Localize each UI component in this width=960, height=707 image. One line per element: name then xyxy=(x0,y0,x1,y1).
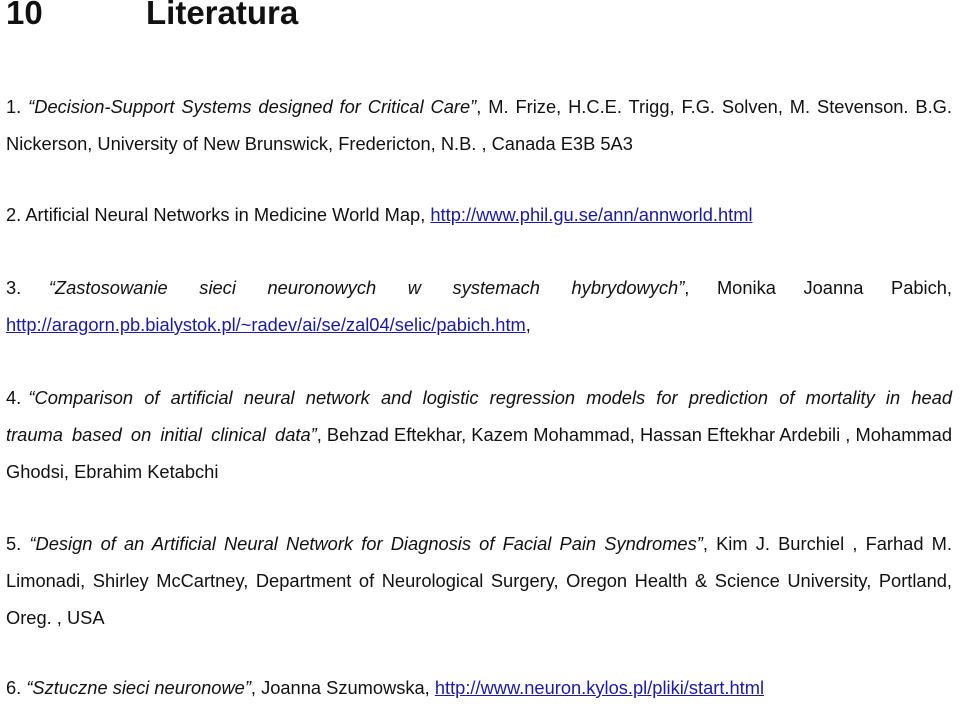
reference-number: 3. xyxy=(6,277,22,298)
reference-number: 2. xyxy=(6,204,22,225)
reference-title: “Design of an Artificial Neural Network for Diagnosis of Facial Pain Syndromes” xyxy=(29,533,703,554)
reference-item xyxy=(6,380,952,490)
reference-title: “Sztuczne sieci neuronowe” xyxy=(26,677,251,698)
reference-title: “Comparison of artificial neural network and logistic regression models for prediction of mortality in head trauma based on initial clinical data” xyxy=(6,387,952,445)
reference-details: , M. Frize, H.C.E. Trigg, F.G. Solven, M. Stevenson. B.G. Nickerson, University of New Brunswick, Fredericton, N.B. , Canada E3B 5A3 xyxy=(6,96,952,154)
reference-details: , Monika Joanna Pabich, xyxy=(684,277,952,298)
reference-link[interactable]: http://www.phil.gu.se/ann/annworld.html xyxy=(430,204,753,225)
reference-link[interactable]: http://www.neuron.kylos.pl/pliki/start.html xyxy=(434,677,765,698)
reference-number: 4. xyxy=(6,387,22,408)
reference-link[interactable]: http://aragorn.pb.bialystok.pl/~radev/ai/se/zal04/selic/pabich.htm xyxy=(6,313,526,335)
reference-title: “Zastosowanie sieci neuronowych w systemach hybrydowych” xyxy=(48,277,685,298)
reference-item xyxy=(6,670,952,707)
reference-title: “Decision-Support Systems designed for Critical Care” xyxy=(28,96,477,117)
section-number: 10 xyxy=(6,0,43,31)
reference-number: 6. xyxy=(6,677,22,698)
reference-number: 1. xyxy=(6,96,22,117)
reference-details: , Joanna Szumowska, xyxy=(250,677,430,698)
reference-item xyxy=(6,197,952,234)
reference-item xyxy=(6,270,952,344)
reference-number: 5. xyxy=(6,533,22,554)
reference-trailing: , xyxy=(525,313,531,335)
section-heading xyxy=(0,0,298,32)
reference-details: Artificial Neural Networks in Medicine World Map, xyxy=(25,204,426,225)
reference-details: , Behzad Eftekhar, Kazem Mohammad, Hassan Eftekhar Ardebili , Mohammad Ghodsi, Ebrahim Ketabchi xyxy=(6,423,952,482)
section-title: Literatura xyxy=(146,0,299,31)
reference-details: , Kim J. Burchiel , Farhad M. Limonadi, Shirley McCartney, Department of Neurological Surgery, Oregon Health & Science University, Portland, Oreg. , USA xyxy=(6,533,952,628)
reference-item xyxy=(6,89,952,163)
reference-item xyxy=(6,526,952,636)
